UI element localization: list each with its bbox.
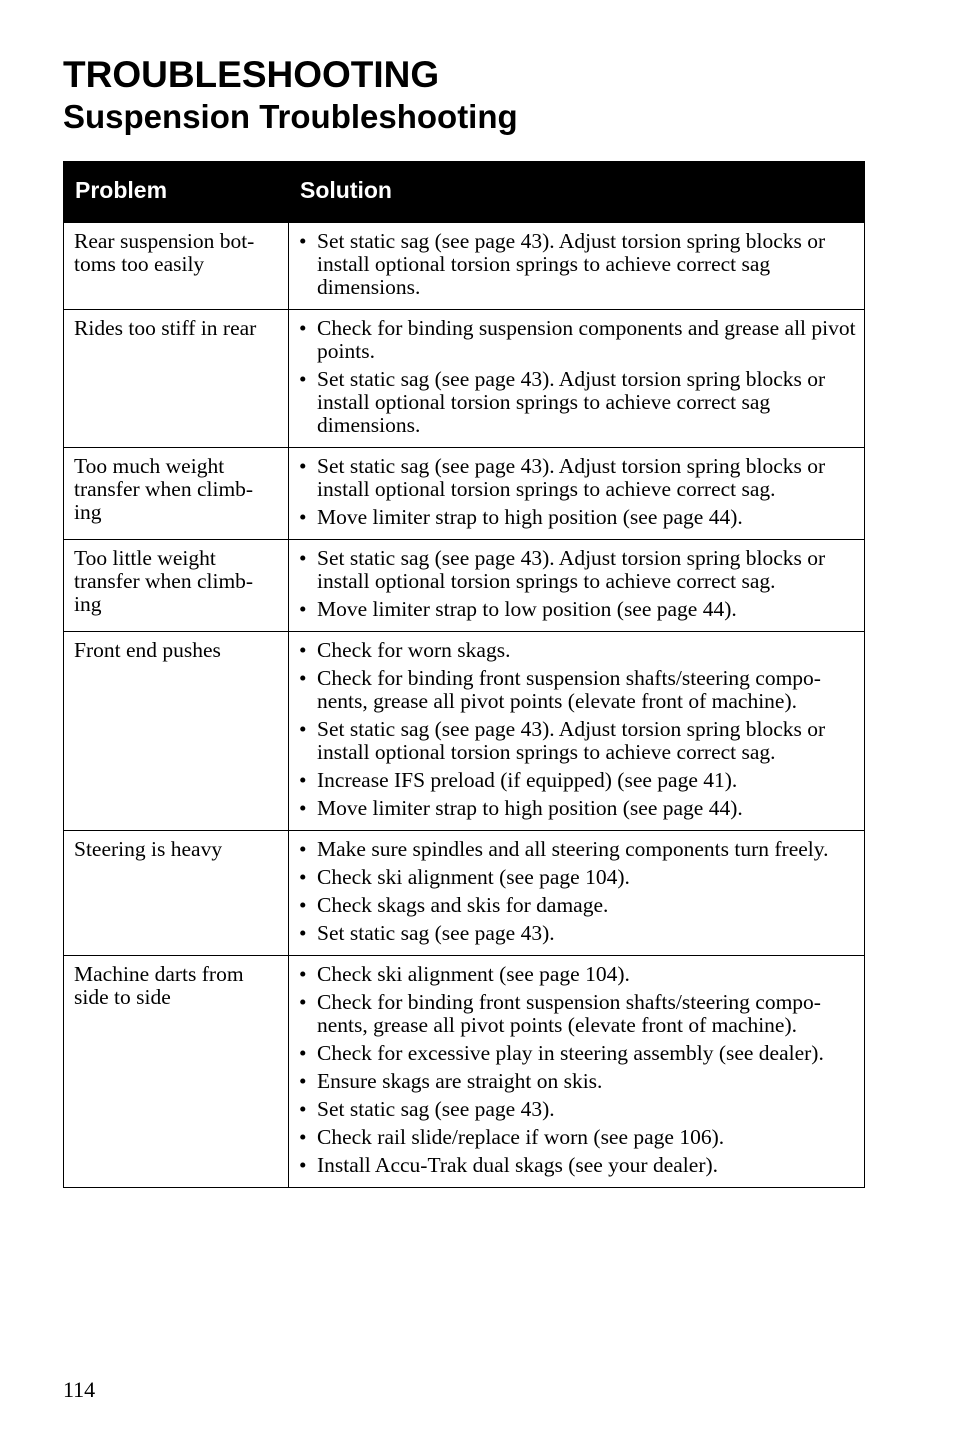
- problem-cell: Rides too stiff in rear: [64, 310, 289, 448]
- solution-cell: [289, 831, 865, 956]
- solution-cell: [289, 448, 865, 540]
- solution-item: • Check for excessive play in steering assembly (see dealer).: [299, 1042, 856, 1065]
- solution-item: • Check ski alignment (see page 104).: [299, 963, 856, 986]
- solution-item: • Check ski alignment (see page 104).: [299, 866, 856, 889]
- solution-item: • Set static sag (see page 43).: [299, 922, 856, 945]
- table-row: [64, 223, 865, 310]
- solution-item: • Set static sag (see page 43). Adjust torsion spring blocks or install optional torsion springs to achieve correct sag dimensions.: [299, 230, 856, 299]
- problem-cell: Machine darts from side to side: [64, 956, 289, 1188]
- solution-item: • Ensure skags are straight on skis.: [299, 1070, 856, 1093]
- solution-item: • Check for binding front suspension shafts/steering compo- nents, grease all pivot points (elevate front of machine).: [299, 991, 856, 1037]
- solution-list: [299, 963, 856, 1177]
- problem-cell: Rear suspension bot- toms too easily: [64, 223, 289, 310]
- solution-list: [299, 455, 856, 529]
- table-row: [64, 956, 865, 1188]
- table-header-row: [64, 162, 865, 223]
- solution-item: • Install Accu-Trak dual skags (see your dealer).: [299, 1154, 856, 1177]
- solution-list: [299, 230, 856, 299]
- solution-cell: [289, 956, 865, 1188]
- solution-item: • Check for binding front suspension shafts/steering compo- nents, grease all pivot points (elevate front of machine).: [299, 667, 856, 713]
- problem-cell: Front end pushes: [64, 632, 289, 831]
- problem-column-header: Problem: [64, 162, 289, 223]
- solution-cell: [289, 310, 865, 448]
- section-title: TROUBLESHOOTING: [63, 54, 440, 95]
- table-row: [64, 831, 865, 956]
- table-body: [64, 223, 865, 1188]
- solution-cell: [289, 632, 865, 831]
- problem-cell: Too much weight transfer when climb- ing: [64, 448, 289, 540]
- solution-cell: [289, 223, 865, 310]
- solution-item: • Move limiter strap to high position (see page 44).: [299, 797, 856, 820]
- table-row: [64, 540, 865, 632]
- solution-item: • Set static sag (see page 43). Adjust torsion spring blocks or install optional torsion springs to achieve correct sag dimensions.: [299, 368, 856, 437]
- solution-column-header: Solution: [289, 162, 865, 223]
- solution-item: • Set static sag (see page 43).: [299, 1098, 856, 1121]
- solution-item: • Set static sag (see page 43). Adjust torsion spring blocks or install optional torsion springs to achieve correct sag.: [299, 547, 856, 593]
- page-subtitle: Suspension Troubleshooting: [63, 98, 518, 135]
- troubleshooting-table: [63, 161, 865, 1188]
- problem-cell: Steering is heavy: [64, 831, 289, 956]
- solution-item: • Make sure spindles and all steering components turn freely.: [299, 838, 856, 861]
- page-number: 114: [63, 1377, 96, 1402]
- solution-item: • Check rail slide/replace if worn (see page 106).: [299, 1126, 856, 1149]
- solution-item: • Move limiter strap to high position (see page 44).: [299, 506, 856, 529]
- problem-cell: Too little weight transfer when climb- ing: [64, 540, 289, 632]
- solution-item: • Set static sag (see page 43). Adjust torsion spring blocks or install optional torsion springs to achieve correct sag.: [299, 718, 856, 764]
- table-row: [64, 632, 865, 831]
- solution-item: • Check for worn skags.: [299, 639, 856, 662]
- table-row: [64, 448, 865, 540]
- solution-list: [299, 547, 856, 621]
- solution-list: [299, 317, 856, 437]
- solution-item: • Increase IFS preload (if equipped) (see page 41).: [299, 769, 856, 792]
- solution-list: [299, 639, 856, 820]
- solution-item: • Check skags and skis for damage.: [299, 894, 856, 917]
- solution-list: [299, 838, 856, 945]
- solution-item: • Set static sag (see page 43). Adjust torsion spring blocks or install optional torsion springs to achieve correct sag.: [299, 455, 856, 501]
- solution-item: • Check for binding suspension components and grease all pivot points.: [299, 317, 856, 363]
- solution-item: • Move limiter strap to low position (see page 44).: [299, 598, 856, 621]
- table-row: [64, 310, 865, 448]
- solution-cell: [289, 540, 865, 632]
